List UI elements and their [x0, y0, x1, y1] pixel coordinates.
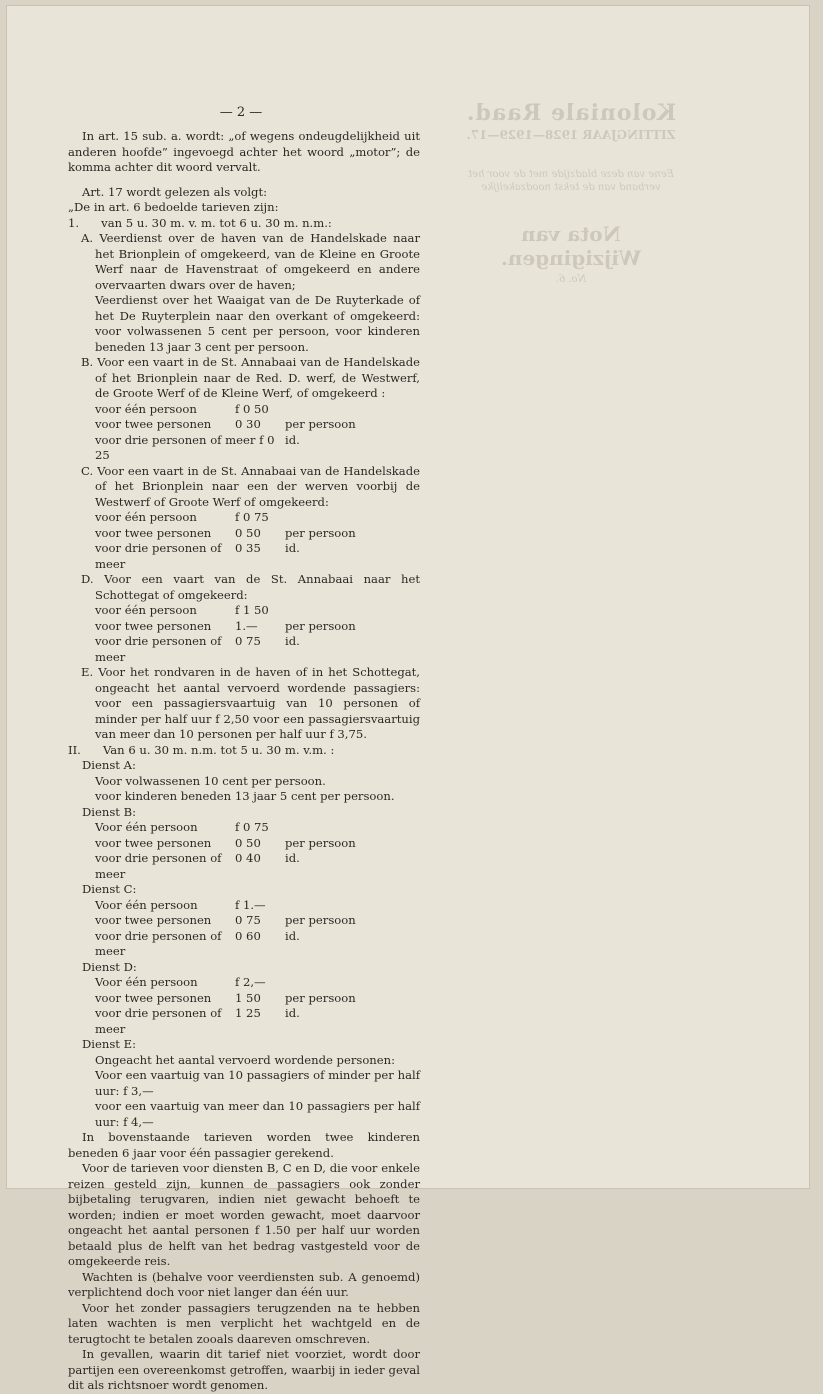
document-body [68, 129, 420, 1394]
rate-row: voor twee personen 1 50 per persoon [95, 990, 356, 1005]
tariff-intro: „De in art. 6 bedoelde tarieven zijn: [68, 200, 279, 214]
rate-row: Voor één persoon f 1.— [95, 897, 266, 912]
dienst-b-heading: Dienst B: [82, 804, 137, 819]
rate-row: Voor één persoon f 2,— [95, 975, 266, 989]
dienst-a-line-1: Voor volwassenen 10 cent per persoon. [95, 773, 326, 788]
rate-row: voor drie personen of meer 1 25 id. [95, 1006, 300, 1036]
rate-row: voor drie personen of meer 0 60 id. [95, 928, 300, 958]
page-number: — 2 — [219, 105, 263, 120]
rate-row: voor twee personen 0 50 per persoon [95, 835, 356, 850]
item-e: E. Voor het rondvaren in de haven of in het Schottegat, ongeacht het aantal vervoerd wordende passagiers: voor een passagiersvaartuig van 10 personen of minder per half uur f 2,50 voor een passagiersvaartuig van meer dan 10 personen per half uur f 3,75. [81, 665, 420, 741]
dienst-d-rates [68, 975, 420, 1037]
bleed-number: No. 6. [555, 274, 587, 285]
rate-row: Voor één persoon f 0 75 [95, 820, 269, 834]
rate-row: voor drie personen of meer 0 35 id. [95, 541, 300, 571]
rate-row: voor één persoon f 0 50 [95, 401, 269, 416]
bleed-nota: Nota van Wijzigingen. [500, 222, 642, 270]
rate-row: voor twee personen 0 75 per persoon [95, 913, 356, 927]
closing-paragraph-2: Voor de tarieven voor diensten B, C en D, die voor enkele reizen gesteld zijn, kunnen de passagiers ook zonder bijbetaling terugvaren, indien niet gewacht behoeft te worden; indien er moet worden gewacht, moet daarvoor ongeacht het aantal personen f 1.50 per half uur worden betaald plus de helft van het bedrag vastgesteld voor de omgekeerde reis. [68, 1161, 420, 1268]
dienst-a-heading: Dienst A: [82, 758, 136, 772]
section-1-heading: 1. van 5 u. 30 m. v. m. tot 6 u. 30 m. n.m.: [68, 215, 332, 230]
rate-row: voor één persoon f 1 50 [95, 603, 269, 617]
rate-row: voor drie personen of meer 0 40 id. [95, 851, 300, 881]
intro-paragraph: In art. 15 sub. a. wordt: „of wegens ondeugdelijkheid uit anderen hoofde” ingevoegd achter het woord „motor”; de komma achter dit woord vervalt. [68, 129, 420, 174]
dienst-e-line-3: voor een vaartuig van meer dan 10 passagiers per half uur: f 4,— [95, 1099, 420, 1129]
section-2-heading: II. Van 6 u. 30 m. n.m. tot 5 u. 30 m. v.m. : [68, 742, 335, 757]
rate-row: voor één persoon f 0 75 [95, 510, 269, 524]
document-page [6, 5, 810, 1392]
dienst-a-line-2: voor kinderen beneden 13 jaar 5 cent per persoon. [95, 789, 395, 803]
bleed-session: ZITTINGJAAR 1928—1929—17. [466, 128, 676, 142]
dienst-c-rates [68, 898, 420, 960]
closing-paragraph-1: In bovenstaande tarieven worden twee kinderen beneden 6 jaar voor één passagier gerekend. [68, 1130, 420, 1160]
bleed-title: Koloniale Raad. [465, 100, 677, 126]
dienst-e-heading: Dienst E: [82, 1037, 136, 1051]
dienst-c-heading: Dienst C: [82, 882, 137, 896]
art17-heading: Art. 17 wordt gelezen als volgt: [82, 184, 268, 199]
rate-row: voor twee personen 1.— per persoon [95, 618, 356, 633]
item-b: B. Voor een vaart in de St. Annabaai van de Handelskade of het Brionplein naar de Red. D. werf, de Westwerf, de Groote Werf of de Kleine Werf, of omgekeerd : [81, 355, 420, 400]
item-b-rates [68, 402, 420, 464]
rate-row: voor drie personen of meer f 0 25 id. [95, 432, 300, 462]
dienst-e-line-1: Ongeacht het aantal vervoerd wordende personen: [95, 1052, 396, 1067]
bleed-note: Eene van deze bladzijde met de voor het verband van de tekst noodzakelijke [468, 169, 674, 193]
item-c-rates [68, 510, 420, 572]
bleed-through-text [461, 100, 681, 285]
item-a-part2: Veerdienst over het Waaigat van de De Ruyterkade of het De Ruyterplein naar den overkant of omgekeerd: voor volwassenen 5 cent per persoon, voor kinderen beneden 13 jaar 3 cent per persoon. [95, 293, 420, 354]
dienst-e-line-2: Voor een vaartuig van 10 passagiers of minder per half uur: f 3,— [95, 1068, 420, 1098]
rate-row: voor drie personen of meer 0 75 id. [95, 634, 300, 664]
closing-paragraph-3: Wachten is (behalve voor veerdiensten sub. A genoemd) verplichtend doch voor niet langer dan één uur. [68, 1269, 420, 1299]
item-d-rates [68, 603, 420, 665]
dienst-d-heading: Dienst D: [82, 959, 137, 974]
item-a-part1: A. Veerdienst over de haven van de Handelskade naar het Brionplein of omgekeerd, van de Kleine en Groote Werf naar de Havenstraat of omgekeerd en andere overvaarten dwars over de haven; [81, 231, 420, 292]
item-c: C. Voor een vaart in de St. Annabaai van de Handelskade of het Brionplein naar een der werven voorbij de Westwerf of Groote Werf of omgekeerd: [81, 463, 420, 509]
dienst-b-rates [68, 820, 420, 882]
rate-row: voor twee personen 0 30 per persoon [95, 417, 356, 431]
closing-paragraph-4: Voor het zonder passagiers terugzenden na te hebben laten wachten is men verplicht het wachtgeld en de terugtocht te betalen zooals daareven omschreven. [68, 1300, 420, 1346]
item-d: D. Voor een vaart van de St. Annabaai naar het Schottegat of omgekeerd: [81, 572, 420, 602]
closing-paragraph-5: In gevallen, waarin dit tarief niet voorziet, wordt door partijen een overeenkomst getroffen, waarbij in ieder geval dit als richtsnoer wordt genomen. [68, 1347, 420, 1392]
rate-row: voor twee personen 0 50 per persoon [95, 525, 356, 540]
